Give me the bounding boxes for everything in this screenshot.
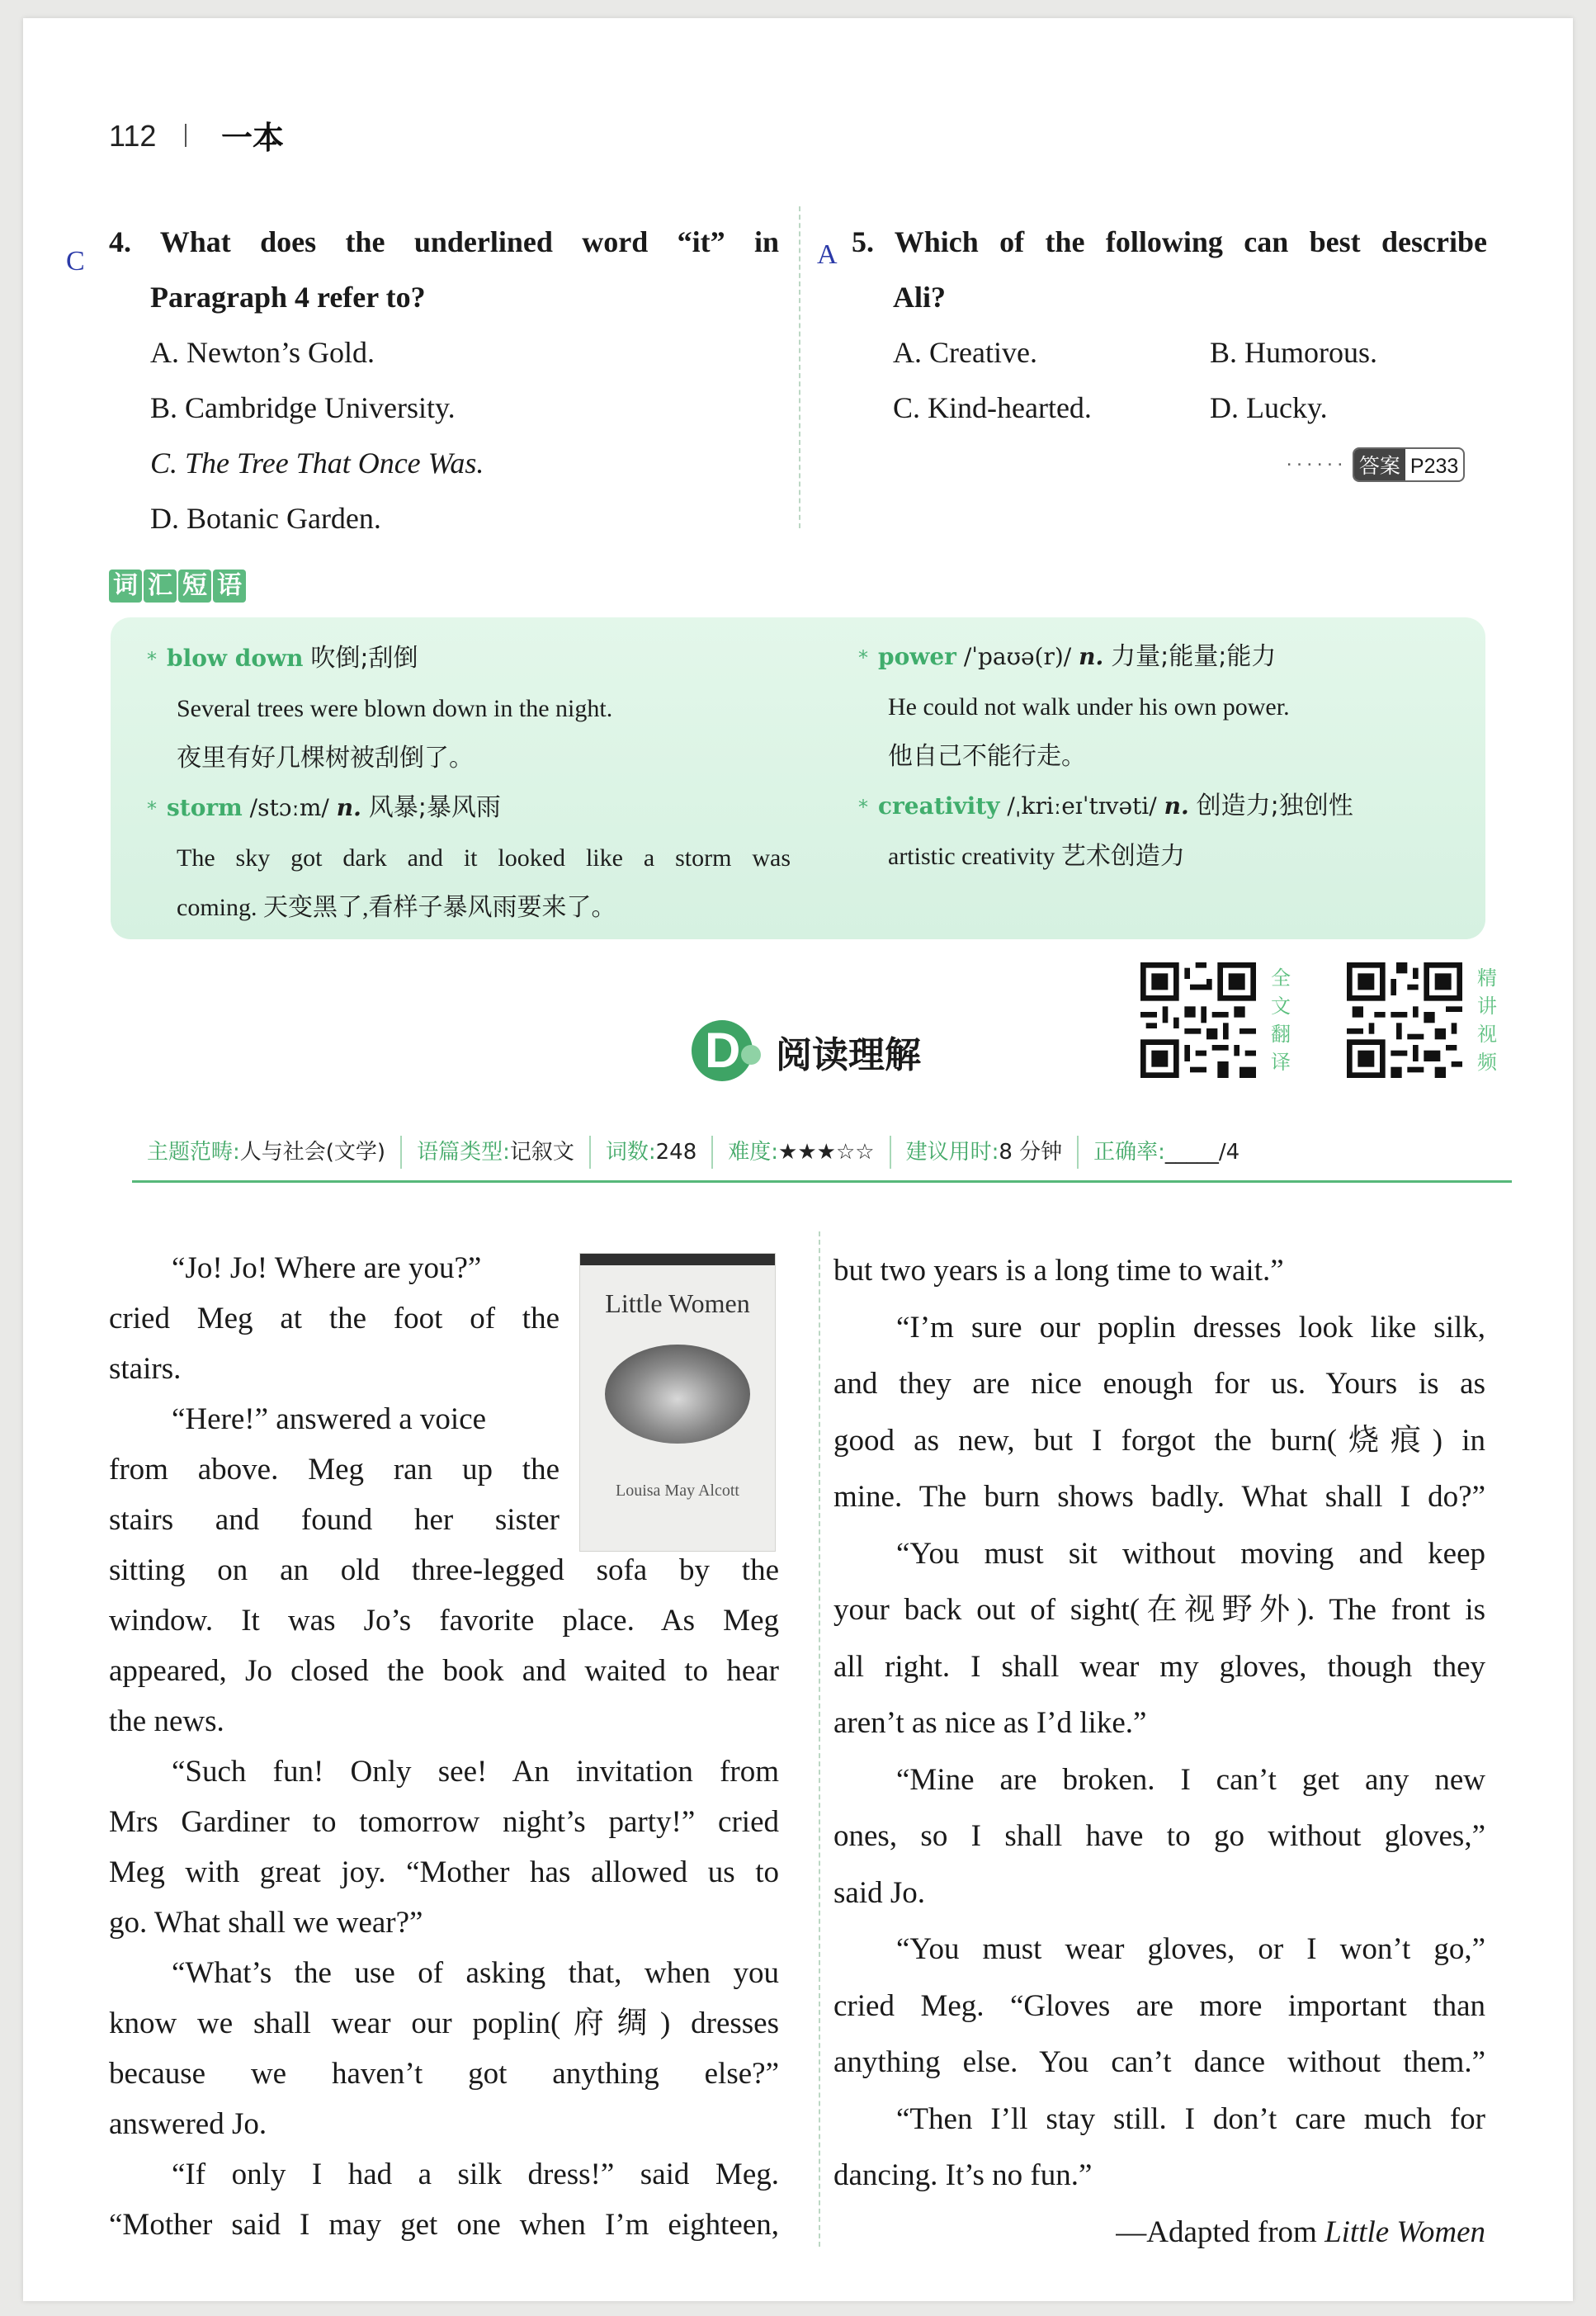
story-line: aren’t as nice as I’d like.” xyxy=(833,1706,1147,1740)
story-line: cried Meg at the foot of the xyxy=(109,1302,560,1335)
book-cover-top-bar xyxy=(580,1254,775,1265)
story-line: “I’m sure our poplin dresses look like silk, xyxy=(896,1310,1485,1345)
q5-option-d[interactable]: D. Lucky. xyxy=(1210,391,1328,424)
vocab-example-cn: 他自己不能行走。 xyxy=(888,742,1086,771)
story-line: the news. xyxy=(109,1704,224,1738)
story-line: and they are nice enough for us. Yours is as xyxy=(833,1367,1485,1401)
story-line: anything else. You can’t dance without them.” xyxy=(833,2045,1485,2079)
vocab-section-title xyxy=(109,570,248,603)
page-number: 112 xyxy=(109,119,157,153)
info-value: 记叙文 xyxy=(509,1140,574,1165)
story-line: “Jo! Jo! Where are you?” xyxy=(172,1251,482,1285)
story-left-narrow xyxy=(109,1243,560,1545)
q4-option-a[interactable]: A. Newton’s Gold. xyxy=(150,336,375,369)
q4-option-c[interactable]: C. The Tree That Once Was. xyxy=(150,447,484,480)
bullet-star-icon: * xyxy=(858,646,868,669)
vocab-left-column xyxy=(147,634,791,933)
info-value: 248 xyxy=(655,1140,697,1165)
story-line: all right. I shall wear my gloves, though they xyxy=(833,1649,1485,1684)
qr-label-char: 视 xyxy=(1477,1023,1497,1046)
qr-label-char: 翻 xyxy=(1271,1023,1291,1046)
vocab-phonetic: /stɔːm/ xyxy=(249,794,329,821)
vocab-title-char: 汇 xyxy=(144,570,177,603)
story-line: sitting on an old three-legged sofa by the xyxy=(109,1553,779,1587)
story-column-divider xyxy=(819,1231,820,2247)
story-line: window. It was Jo’s favorite place. As Meg xyxy=(109,1604,779,1638)
question-5 xyxy=(852,215,1487,436)
vocab-entry-power xyxy=(858,632,1469,683)
vocab-entry-creativity xyxy=(858,782,1469,832)
q5-stem-line-2: Ali? xyxy=(893,281,947,314)
vocab-example-cn: 夜里有好几棵树被刮倒了。 xyxy=(177,744,474,773)
bullet-star-icon: * xyxy=(147,797,157,820)
question-4 xyxy=(109,215,779,546)
info-topic xyxy=(132,1136,402,1169)
answer-reference[interactable] xyxy=(1286,447,1465,482)
info-accuracy[interactable] xyxy=(1079,1136,1254,1169)
story-line: “Such fun! Only see! An invitation from xyxy=(172,1755,779,1789)
q5-stem-line-1: 5. Which of the following can best describe xyxy=(852,225,1487,258)
book-cover-illustration xyxy=(605,1345,750,1444)
story-line: because we haven’t got anything else?” xyxy=(109,2057,779,2091)
story-line: from above. Meg ran up the xyxy=(109,1453,560,1486)
info-label: 难度: xyxy=(728,1140,779,1165)
vocab-term: storm xyxy=(167,794,243,821)
story-line: “Here!” answered a voice xyxy=(172,1402,487,1436)
qr-label-char: 文 xyxy=(1271,995,1291,1018)
info-label: 建议用时: xyxy=(905,1140,999,1165)
story-line: but two years is a long time to wait.” xyxy=(833,1254,1284,1288)
info-value: 人与社会(文学) xyxy=(239,1140,386,1165)
vocab-meaning: 力量;能量;能力 xyxy=(1111,642,1277,671)
vocab-term: power xyxy=(878,643,956,670)
story-right-column xyxy=(833,1243,1485,2261)
vocab-entry-blow-down xyxy=(147,634,791,684)
story-line: answered Jo. xyxy=(109,2107,267,2141)
story-line: mine. The burn shows badly. What shall I do?” xyxy=(833,1480,1485,1514)
story-line: go. What shall we wear?” xyxy=(109,1906,423,1940)
story-line: ones, so I shall have to go without gloves,” xyxy=(833,1819,1485,1853)
story-line: “You must sit without moving and keep xyxy=(896,1536,1485,1571)
q4-stem-line-2: Paragraph 4 refer to? xyxy=(150,281,426,314)
story-left-wide xyxy=(109,1545,779,2250)
qr-label-char: 频 xyxy=(1477,1051,1497,1074)
vocab-example: artistic creativity 艺术创造力 xyxy=(888,843,1185,870)
vocab-title-char: 语 xyxy=(213,570,246,603)
vocab-pos: n. xyxy=(336,794,361,821)
story-line: stairs and found her sister xyxy=(109,1503,560,1537)
vocab-example-line-2: coming. 天变黑了,看样子暴风雨要来了。 xyxy=(177,894,616,921)
vocab-phonetic: /ˌkriːeɪˈtɪvəti/ xyxy=(1007,792,1157,820)
story-line: “Mine are broken. I can’t get any new xyxy=(896,1762,1485,1797)
story-source xyxy=(833,2205,1485,2262)
brand-logo: 一本 xyxy=(221,120,285,156)
q5-handwritten-answer: A xyxy=(817,239,838,270)
story-line: Meg with great joy. “Mother has allowed us to xyxy=(109,1855,779,1889)
vocab-example-en: Several trees were blown down in the night. xyxy=(177,695,613,722)
qr-label-char: 全 xyxy=(1271,967,1291,990)
story-line: know we shall wear our poplin(府绸) dresses xyxy=(109,2006,779,2040)
info-suggested-time xyxy=(891,1136,1079,1169)
qr-label-char: 译 xyxy=(1271,1051,1291,1074)
qr-code-translation-icon[interactable] xyxy=(1140,962,1256,1078)
book-cover-title: Little Women xyxy=(605,1288,750,1318)
accuracy-blank[interactable]: _____/4 xyxy=(1164,1140,1240,1165)
story-line: “Mother said I may get one when I’m eighteen, xyxy=(109,2208,779,2242)
info-label: 词数: xyxy=(605,1140,656,1165)
vocab-meaning: 风暴;暴风雨 xyxy=(368,793,501,822)
question-column-divider xyxy=(799,206,800,528)
vocab-title-char: 词 xyxy=(109,570,142,603)
vocab-title-char: 短 xyxy=(178,570,211,603)
qr-label-char: 精 xyxy=(1477,967,1497,990)
q4-option-b[interactable]: B. Cambridge University. xyxy=(150,391,456,424)
answer-ref-label: 答案 xyxy=(1354,449,1405,480)
info-word-count xyxy=(591,1136,713,1169)
story-line: said Jo. xyxy=(833,1875,925,1910)
vocab-meaning: 创造力;独创性 xyxy=(1196,792,1353,820)
info-label: 正确率: xyxy=(1093,1140,1165,1165)
info-difficulty xyxy=(713,1136,890,1169)
vocab-pos: n. xyxy=(1164,792,1189,820)
book-cover-image xyxy=(579,1253,776,1552)
story-line: good as new, but I forgot the burn(烧痕) in xyxy=(833,1423,1485,1458)
info-label: 主题范畴: xyxy=(147,1140,240,1165)
difficulty-stars: ★★★☆☆ xyxy=(778,1140,875,1165)
vocab-example-en: He could not walk under his own power. xyxy=(888,693,1290,721)
vocab-entry-storm xyxy=(147,783,791,834)
story-line: “You must wear gloves, or I won’t go,” xyxy=(896,1932,1485,1966)
info-label: 语篇类型: xyxy=(417,1140,510,1165)
vocab-term: creativity xyxy=(878,792,1000,820)
info-text-type xyxy=(402,1136,591,1169)
story-line: stairs. xyxy=(109,1352,182,1386)
answer-ref-dots: ······ xyxy=(1286,451,1347,475)
story-line: appeared, Jo closed the book and waited to hear xyxy=(109,1654,779,1688)
vocab-phonetic: /ˈpaʊə(r)/ xyxy=(963,643,1072,670)
answer-ref-page: P233 xyxy=(1409,455,1459,478)
source-prefix: —Adapted from xyxy=(1116,2214,1325,2249)
vocab-term: blow down xyxy=(167,645,304,672)
info-value: 8 分钟 xyxy=(999,1140,1063,1165)
page xyxy=(23,18,1573,2301)
answer-ref-badge[interactable] xyxy=(1353,447,1465,482)
q4-stem-line-1: 4. What does the underlined word “it” in xyxy=(109,225,779,258)
qr-label-video xyxy=(1477,964,1499,1076)
q4-handwritten-answer: C xyxy=(66,246,85,277)
qr-label-char: 讲 xyxy=(1477,995,1497,1018)
story-line: “What’s the use of asking that, when you xyxy=(172,1956,779,1990)
q4-option-d[interactable]: D. Botanic Garden. xyxy=(150,502,381,535)
section-title: 阅读理解 xyxy=(776,1034,921,1076)
story-line: dancing. It’s no fun.” xyxy=(833,2158,1093,2192)
story-line: “Then I’ll stay still. I don’t care much for xyxy=(896,2101,1485,2136)
q5-option-a[interactable]: A. Creative. xyxy=(893,336,1037,369)
book-cover-author: Louisa May Alcott xyxy=(616,1482,739,1500)
passage-info-bar xyxy=(132,1124,1512,1183)
q5-option-b[interactable]: B. Humorous. xyxy=(1210,336,1378,369)
story-line: Mrs Gardiner to tomorrow night’s party!” cried xyxy=(109,1805,779,1839)
header-divider xyxy=(185,124,187,147)
story-line: “If only I had a silk dress!” said Meg. xyxy=(172,2158,779,2191)
bullet-star-icon: * xyxy=(147,648,157,671)
source-title: Little Women xyxy=(1324,2214,1485,2249)
section-letter: D xyxy=(705,1023,741,1078)
vocab-meaning: 吹倒;刮倒 xyxy=(310,644,418,673)
q5-option-c[interactable]: C. Kind-hearted. xyxy=(893,391,1092,424)
qr-code-video-icon[interactable] xyxy=(1347,962,1462,1078)
vocab-pos: n. xyxy=(1079,643,1104,670)
vocab-right-column xyxy=(858,632,1469,881)
story-line: your back out of sight(在视野外). The front is xyxy=(833,1593,1485,1627)
qr-label-translation xyxy=(1271,964,1292,1076)
story-line: cried Meg. “Gloves are more important than xyxy=(833,1988,1485,2023)
bullet-star-icon: * xyxy=(858,796,868,819)
vocab-example-line-1: The sky got dark and it looked like a storm was xyxy=(177,844,791,872)
